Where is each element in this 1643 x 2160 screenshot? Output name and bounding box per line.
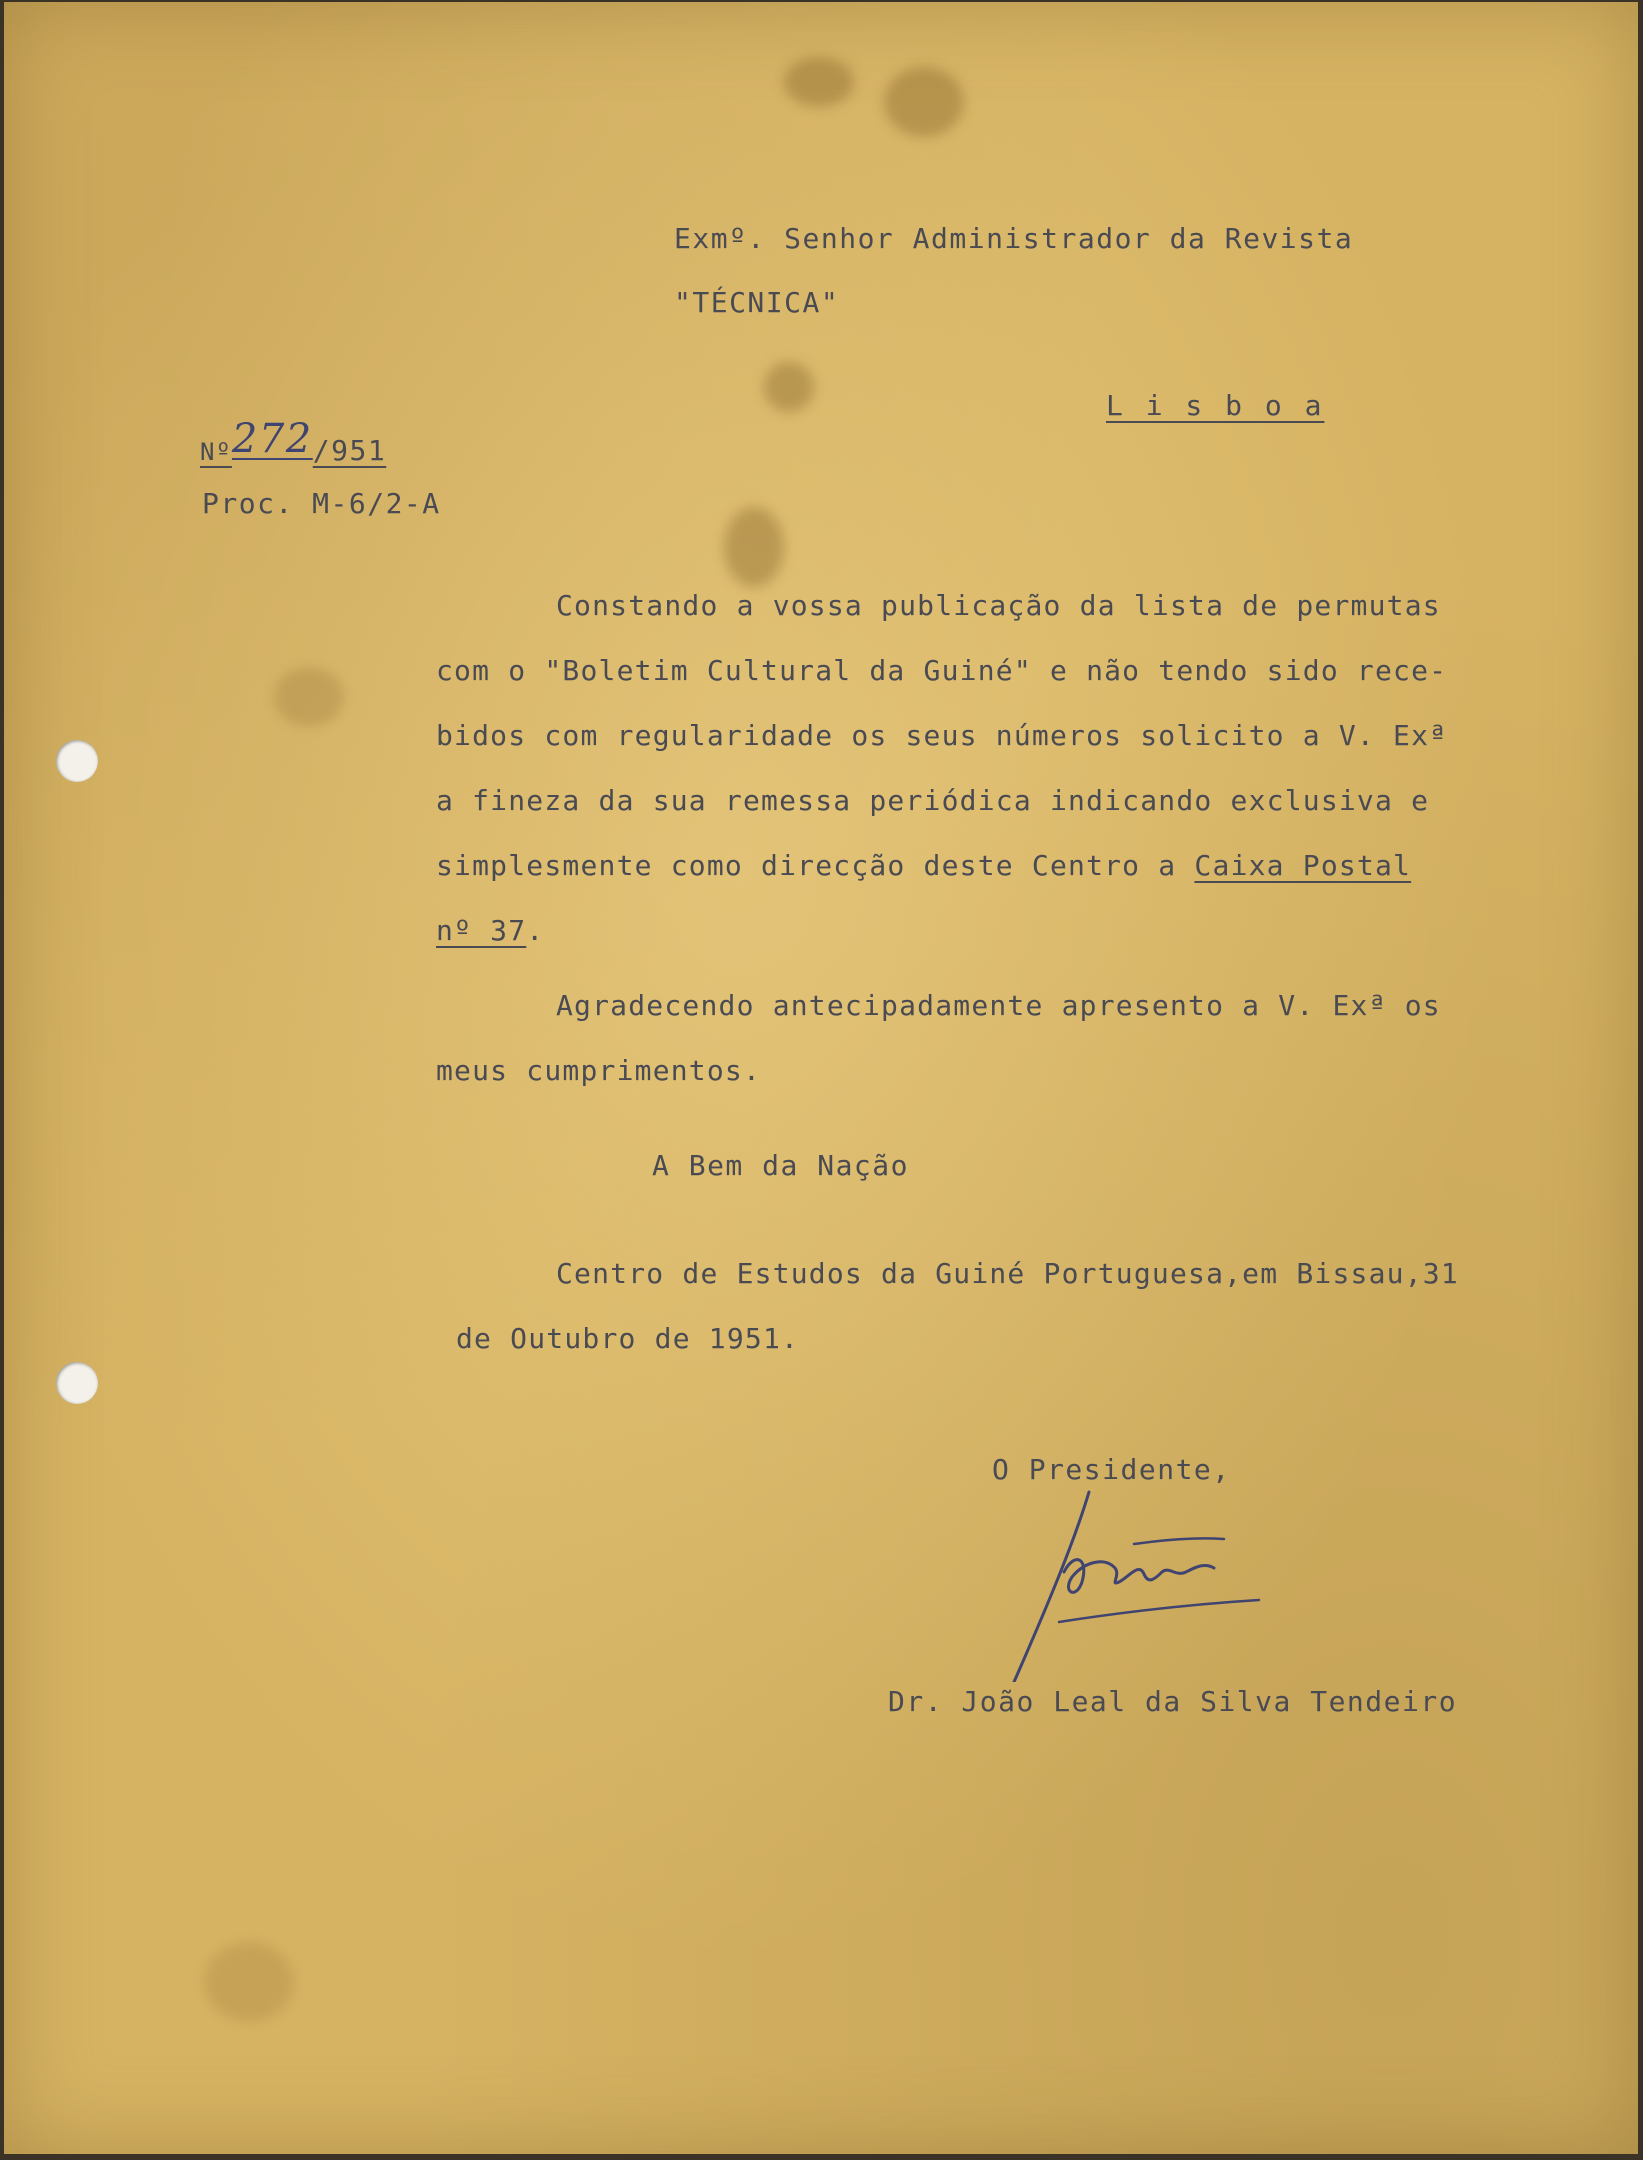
postal-box-end: . — [526, 914, 545, 947]
stain-bottom-left — [204, 1942, 294, 2022]
body-line-3: bidos com regularidade os seus números solicito a V. Exª — [436, 719, 1448, 752]
postal-box-label: Caixa Postal — [1194, 849, 1412, 882]
body-line-5-text: simplesmente como direcção deste Centro a — [436, 849, 1195, 882]
reference-process: Proc. M-6/2-A — [202, 487, 441, 520]
signatory-title: O Presidente, — [992, 1453, 1231, 1486]
body-line-5 — [436, 849, 1412, 882]
stain-body — [724, 507, 784, 587]
closing-place-date-line1: Centro de Estudos da Guiné Portuguesa,em Bissau,31 — [556, 1257, 1459, 1290]
reference-number — [200, 416, 387, 467]
closing-salutation: A Bem da Nação — [652, 1149, 910, 1182]
punch-hole-bottom — [56, 1362, 98, 1404]
closing-place-date-line2: de Outubro de 1951. — [456, 1322, 800, 1355]
body-line-1: Constando a vossa publicação da lista de permutas — [556, 589, 1441, 622]
body-line-6 — [436, 914, 545, 947]
addressee-line1: Exmº. Senhor Administrador da Revista — [674, 222, 1354, 255]
reference-prefix: Nº — [200, 438, 232, 466]
stain-mid — [764, 362, 814, 412]
signatory-name: Dr. João Leal da Silva Tendeiro — [888, 1685, 1458, 1718]
stain-top-right — [884, 67, 964, 137]
reference-suffix: /951 — [312, 434, 387, 467]
stain-top — [784, 57, 854, 107]
handwritten-signature — [994, 1482, 1294, 1682]
reference-handwritten-number: 272 — [231, 416, 313, 462]
postal-box-number: nº 37 — [436, 914, 527, 947]
body-line-2: com o "Boletim Cultural da Guiné" e não tendo sido rece- — [436, 654, 1448, 687]
letter-page — [4, 2, 1638, 2154]
body-line-7: Agradecendo antecipadamente apresento a V. Exª os — [556, 989, 1441, 1022]
body-line-8: meus cumprimentos. — [436, 1054, 762, 1087]
punch-hole-top — [56, 740, 98, 782]
addressee-city: L i s b o a — [1106, 389, 1325, 422]
stain-left — [274, 667, 344, 727]
body-line-4: a fineza da sua remessa periódica indicando exclusiva e — [436, 784, 1430, 817]
addressee-line2: "TÉCNICA" — [674, 286, 840, 319]
